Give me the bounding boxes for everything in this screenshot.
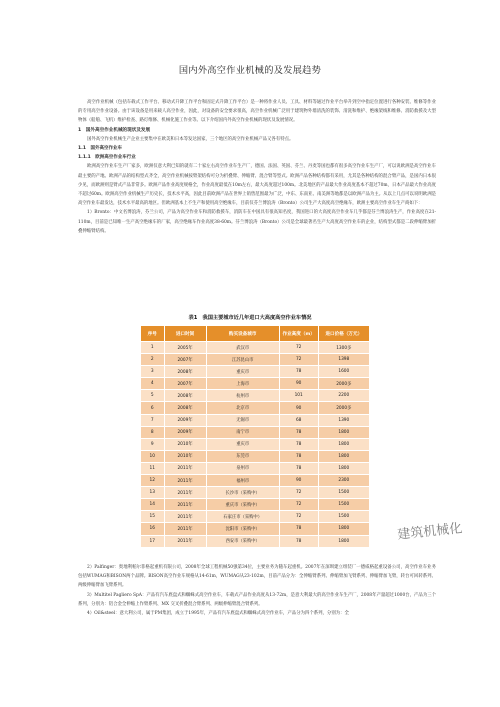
cell-import-time: 2008年 <box>164 402 206 414</box>
cell-index: 17 <box>141 535 165 547</box>
svg-text:建筑机械化: 建筑机械化 <box>396 521 463 543</box>
cell-import-time: 2010年 <box>164 450 206 462</box>
cell-city: 西安市（采购中） <box>206 535 279 547</box>
cell-height: 68 <box>279 414 318 426</box>
cell-index: 16 <box>141 523 165 535</box>
document-title: 国内外高空作业机械的及发展趋势 <box>178 65 322 76</box>
section-heading-1-1-1: 1.1.1 欧洲高空作业车行业 <box>78 155 136 161</box>
cell-import-time: 2011年 <box>164 499 206 511</box>
cell-height: 78 <box>279 450 318 462</box>
cell-city: 武汉市 <box>206 342 279 354</box>
cell-city: 泉州市 <box>206 462 279 474</box>
cell-index: 10 <box>141 450 165 462</box>
cell-import-time: 2011年 <box>164 523 206 535</box>
multitel-paragraph: 3）Multitel Pagliero SpA：产品有汽车底盘式和蜘蛛式高空作业车，车载式产品作业高度从13-72m，是意大利最大的高空作业车生产厂，2008年产量超过1000台，产品为三个系列，分别为：铝合金全伸缩上作臂系列、MX 交叉折叠混合臂系列、两级伸缩臂混合臂系列。 <box>78 592 436 607</box>
cell-height: 78 <box>279 366 318 378</box>
cell-index: 9 <box>141 438 165 450</box>
cell-import-time: 2010年 <box>164 438 206 450</box>
bronto-paragraph: 1）Bronto：中文名博浪涛，芬兰公司，产品为高空作业车和消防救援车，消防车在中国具有很高知名度，我国进口的大高度高空作业车几乎都是芬兰博浪涛生产，作业高度在21-110m，目前是已知唯一生产高空绝缘车的厂家，高空绝缘车作业高度38-60m。芬兰博浪涛（Bronto）公司是全球最著名生产大高度高空作业车的企业，结构型式都是二段伸缩臂加折叠伸缩臂结构。 <box>78 210 436 234</box>
table-row <box>141 475 370 487</box>
cell-city: 沈阳市（采购中） <box>206 523 279 535</box>
cell-height: 90 <box>279 378 318 390</box>
cell-price: 1500 <box>318 487 369 499</box>
table-row <box>141 511 370 523</box>
cell-index: 3 <box>141 366 165 378</box>
cell-index: 7 <box>141 414 165 426</box>
cell-height: 72 <box>279 354 318 366</box>
cell-price: 1800 <box>318 535 369 547</box>
cell-height: 78 <box>279 426 318 438</box>
cell-import-time: 2011年 <box>164 462 206 474</box>
cell-index: 15 <box>141 511 165 523</box>
cell-import-time: 2011年 <box>164 535 206 547</box>
cell-city: 上海市 <box>206 378 279 390</box>
import-table <box>140 325 370 548</box>
cell-import-time: 2008年 <box>164 366 206 378</box>
cell-height: 78 <box>279 523 318 535</box>
cell-height: 90 <box>279 402 318 414</box>
table-row <box>141 390 370 402</box>
cell-price: 2300 <box>318 475 369 487</box>
table-row <box>141 378 370 390</box>
table-row <box>141 450 370 462</box>
cell-price: 2200 <box>318 390 369 402</box>
table-row <box>141 402 370 414</box>
cell-city: 石家庄市（采购中） <box>206 511 279 523</box>
europe-paragraph: 欧洲高空作业车生产厂家多，欧洲仅意大利已知的就有二十家左右高空作业车生产厂，德国、法国、英国、芬兰、丹麦等国也都有很多高空作业车生产厂，可以说欧洲是高空作业车最主要的产地。欧洲产品的结构型式齐全，高空作业机械按臂架结构可分为折叠臂、伸缩臂、混合臂等型式。欧洲产品各种结构都有采用，尤其是各种结构的混合臂产品，是国内日本很少见，而欧洲则是臂式产品非常多。欧洲产品作业高度规格全，作业高度最低在10m左右，最大高度超过100m。北美地区的产品最大作业高度基本不超过70m，日本产品最大作业高度不超过60m。欧洲高空作业机械生产历史长，技术水平高，因此目前欧洲产品在世界上销售范围最为广泛，中东、东南亚、南美洲等地都是以欧洲产品为主。从以上几点可以说明欧洲是高空作业车最发达，技术水平最高的地区。但欧洲基本上不生产和使用高空绝缘车，目前仅芬兰博浪涛（Bronto）公司生产大高度高空绝缘车，欧洲主要高空作业车生产商如下： <box>78 164 436 207</box>
document-body-bottom <box>78 563 436 618</box>
cell-price: 1800 <box>318 438 369 450</box>
cell-price: 1800 <box>318 523 369 535</box>
table-row <box>141 366 370 378</box>
cell-city: 南宁市 <box>206 426 279 438</box>
cell-import-time: 2011年 <box>164 475 206 487</box>
cell-index: 6 <box>141 402 165 414</box>
section1-paragraph: 国外高空作业机械生产企业主要集中在欧美和日本等发达国家，三个地区的高空作业机械产品又各有特点。 <box>87 136 294 142</box>
cell-city: 福州市 <box>206 475 279 487</box>
cell-import-time: 2005年 <box>164 342 206 354</box>
cell-price: 2000多 <box>318 402 369 414</box>
cell-city: 杭州市 <box>206 390 279 402</box>
import-table-wrapper <box>140 325 370 548</box>
intro-paragraph: 高空作业机械（包括车载式工作平台、移动式升降工作平台和固定式升降工作平台）是一种将作业人员、工具、材料等通过作业平台举升到空中指定位置进行各种安装、维修等作业的专用高空作业设备。由于该设备是用来载人高空作业，因此，对设备的安全要求很高，高空作业机械广泛用于建筑物外墙清洗的装饰、清洗和维护、绝缘架线和维修、消防救援及大型物体（船舶、飞机）维护检查、路灯维修、机械化施工作业等。以下介绍国内外高空作业机械的现状及发展情况。 <box>78 100 436 124</box>
table-header-row <box>141 326 370 342</box>
cell-city: 重庆市 <box>206 366 279 378</box>
cell-index: 12 <box>141 475 165 487</box>
document-body-top <box>78 98 436 236</box>
cell-import-time: 2008年 <box>164 390 206 402</box>
table-row <box>141 438 370 450</box>
cell-city: 重庆市（采购中） <box>206 499 279 511</box>
table-row <box>141 499 370 511</box>
table-row <box>141 426 370 438</box>
cell-import-time: 2007年 <box>164 354 206 366</box>
cell-city: 无锡市 <box>206 414 279 426</box>
cell-index: 5 <box>141 390 165 402</box>
section-heading-1: 1 国外高空作业机械的现状及发展 <box>78 127 151 133</box>
header-height: 作业高度（m） <box>279 326 318 342</box>
cell-height: 101 <box>279 390 318 402</box>
cell-price: 1600 <box>318 366 369 378</box>
cell-city: 江苏昆山市 <box>206 354 279 366</box>
header-price: 进口价格（万元） <box>318 326 369 342</box>
watermark-logo <box>395 510 463 548</box>
table-body <box>141 342 370 548</box>
cell-index: 11 <box>141 462 165 474</box>
cell-city: 长沙市（采购中） <box>206 487 279 499</box>
cell-height: 78 <box>279 462 318 474</box>
palfinger-paragraph: 2）Palfinger：奥地利帕尔菲格起重机有限公司，2008年全球工程机械50强第34位，主要业务为随车起重机。2007年在深圳建立组装厂一德威格起重设备公司，高空作业车业务包括WUMAG和BISON两个品牌。BISON高空作业车规格从14-61m，WUMAG从23-102m，目前产品分为：全伸缩臂系列、伸缩臂加飞臂系列、伸缩臂加飞臂，转台可回转系列、两级伸缩臂加飞臂系列。 <box>78 565 436 589</box>
cell-price: 2000多 <box>318 378 369 390</box>
section-heading-1-1: 1.1 国外高空作业车 <box>78 146 122 152</box>
cell-height: 72 <box>279 487 318 499</box>
cell-price: 1390 <box>318 414 369 426</box>
cell-price: 1300多 <box>318 342 369 354</box>
table-row <box>141 414 370 426</box>
cell-price: 1398 <box>318 354 369 366</box>
cell-city: 北京市 <box>206 402 279 414</box>
cell-height: 72 <box>279 342 318 354</box>
cell-height: 90 <box>279 475 318 487</box>
table-row <box>141 354 370 366</box>
cell-height: 72 <box>279 499 318 511</box>
cell-index: 1 <box>141 342 165 354</box>
cell-price: 1800 <box>318 450 369 462</box>
cell-index: 14 <box>141 499 165 511</box>
cell-city: 东莞市 <box>206 450 279 462</box>
cell-height: 72 <box>279 511 318 523</box>
table-row <box>141 462 370 474</box>
header-index: 序号 <box>141 326 165 342</box>
table-row <box>141 523 370 535</box>
cell-import-time: 2011年 <box>164 487 206 499</box>
cell-index: 2 <box>141 354 165 366</box>
cell-price: 1800 <box>318 462 369 474</box>
table-caption: 表1 我国主要城市近几年进口大高度高空作业车情况 <box>188 315 312 321</box>
cell-import-time: 2009年 <box>164 426 206 438</box>
table-row <box>141 342 370 354</box>
cell-height: 78 <box>279 438 318 450</box>
cell-index: 4 <box>141 378 165 390</box>
cell-price: 1800 <box>318 426 369 438</box>
cell-height: 78 <box>279 535 318 547</box>
table-row <box>141 535 370 547</box>
oilsteel-paragraph: 4）Oil&steel：意大利公司，属于PM集团，成立于1995年，产品有汽车底盘式和蜘蛛式高空作业车，产品分为四个系列，分别为：全 <box>87 611 349 617</box>
cell-city: 重庆市 <box>206 438 279 450</box>
table-row <box>141 487 370 499</box>
cell-price: 1500 <box>318 499 369 511</box>
cell-index: 8 <box>141 426 165 438</box>
cell-import-time: 2007年 <box>164 378 206 390</box>
cell-import-time: 2011年 <box>164 511 206 523</box>
header-city: 购买设备城市 <box>206 326 279 342</box>
header-import-time: 进口时间 <box>164 326 206 342</box>
cell-import-time: 2009年 <box>164 414 206 426</box>
cell-price: 1500 <box>318 511 369 523</box>
cell-index: 13 <box>141 487 165 499</box>
